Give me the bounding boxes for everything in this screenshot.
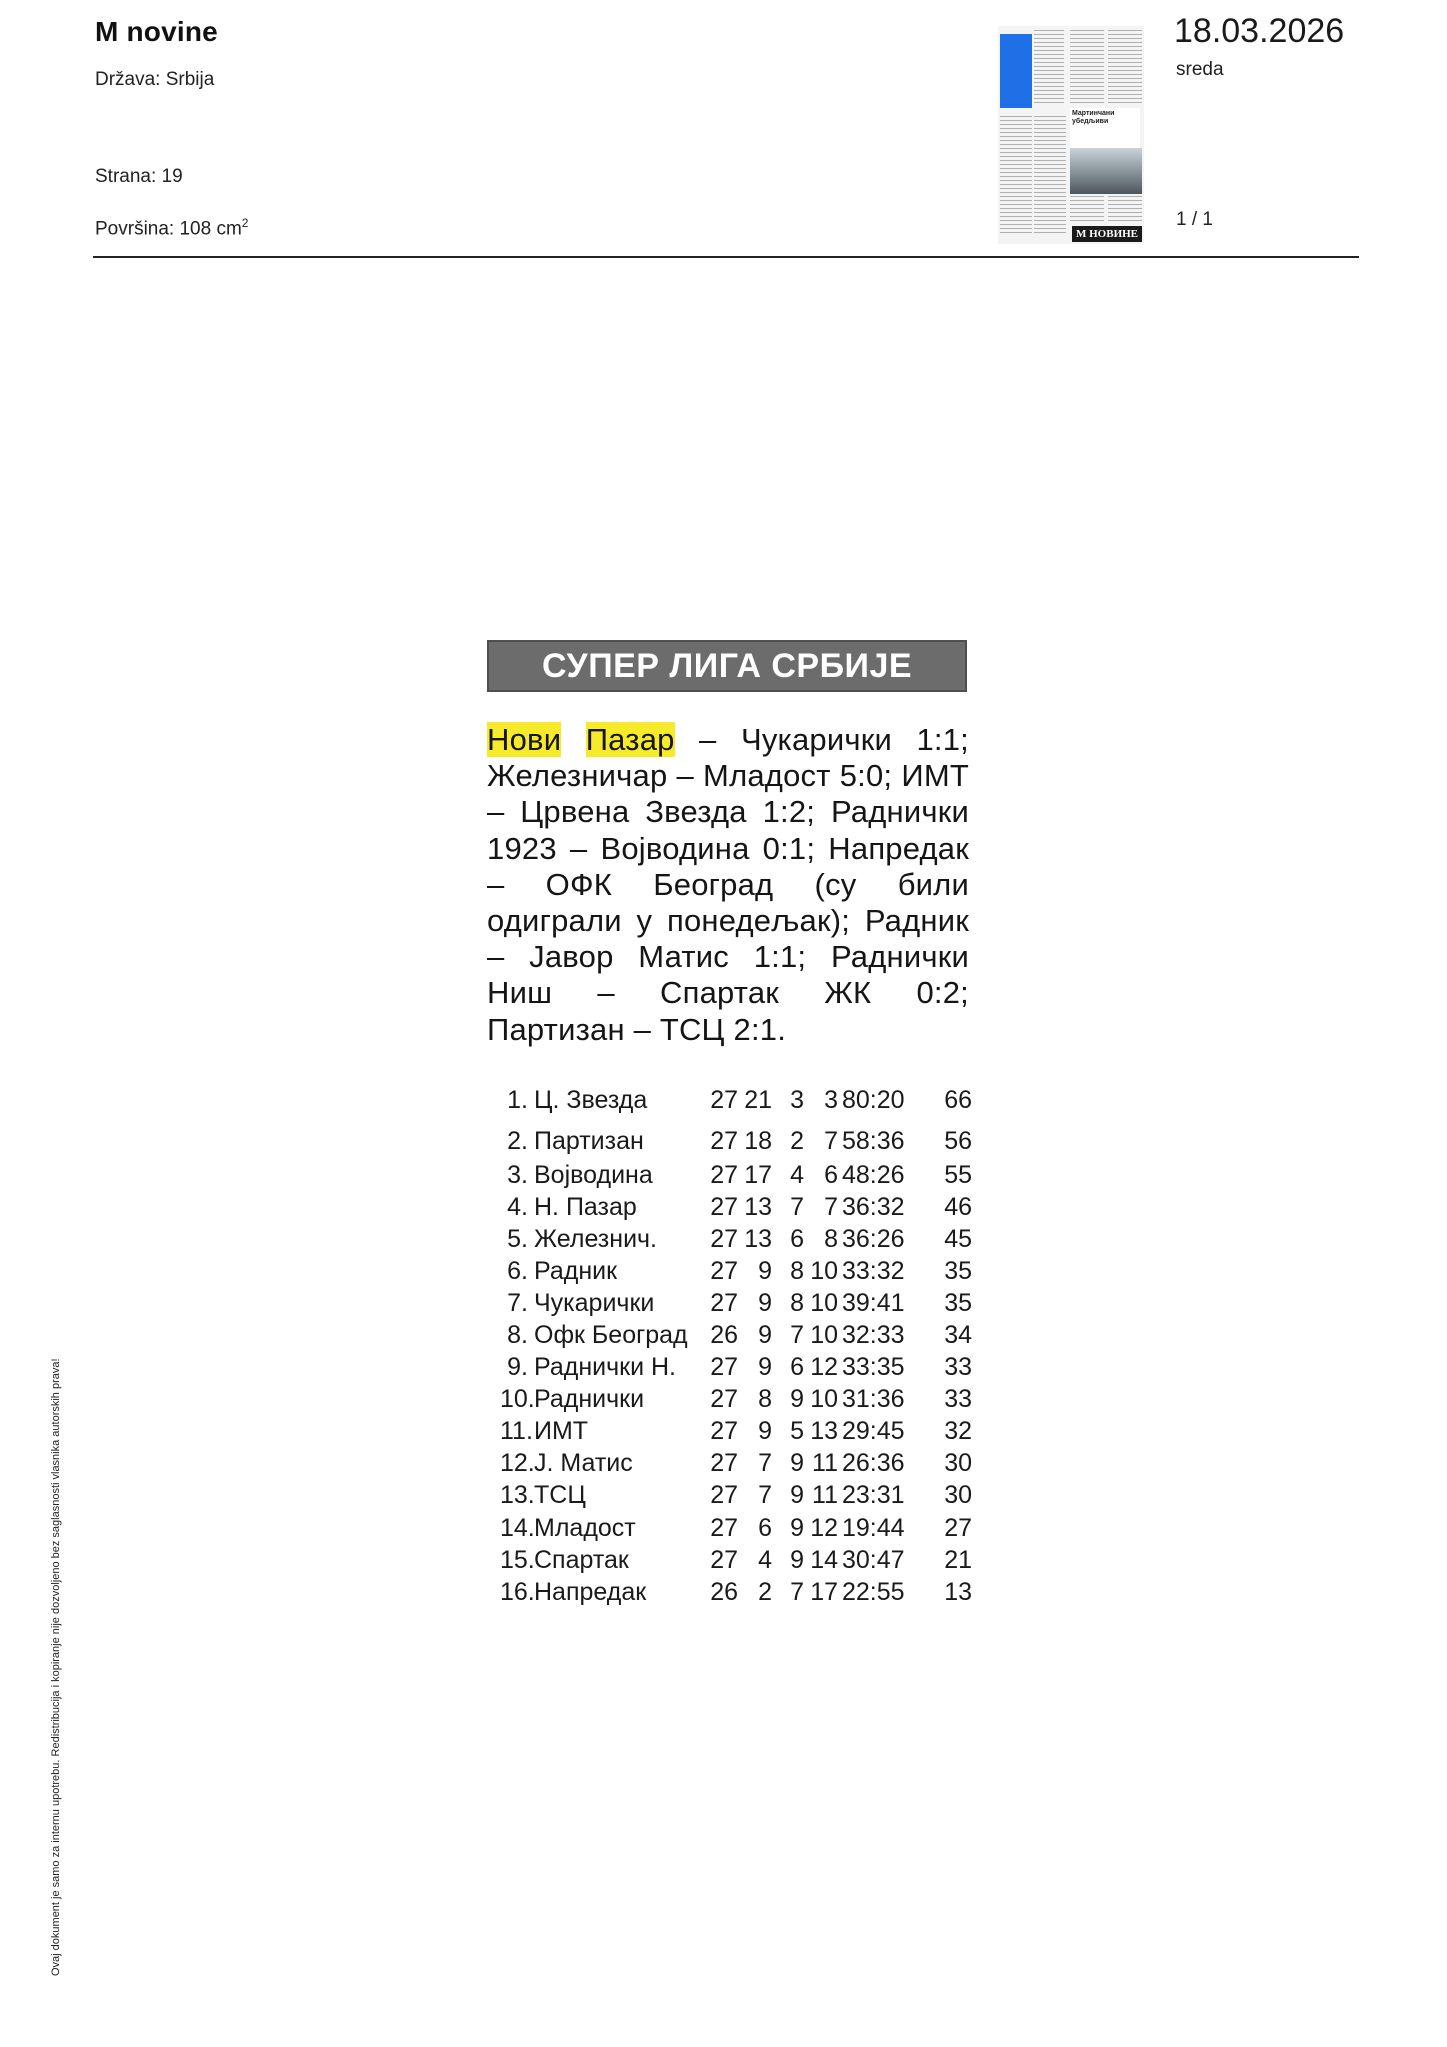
table-row (500, 1385, 980, 1415)
standings-wins: 21 (744, 1086, 772, 1114)
standings-team: Ц. Звезда (534, 1086, 648, 1114)
standings-played: 27 (710, 1127, 738, 1155)
standings-goals: 48:26 (842, 1161, 905, 1189)
standings-points: 33 (944, 1385, 972, 1413)
standings-points: 46 (944, 1193, 972, 1221)
standings-position: 10. (500, 1385, 535, 1413)
standings-team: ТСЦ (534, 1481, 586, 1509)
standings-team: Партизан (534, 1127, 644, 1155)
standings-played: 27 (710, 1385, 738, 1413)
standings-draws: 7 (790, 1578, 804, 1606)
standings-team: Н. Пазар (534, 1193, 637, 1221)
standings-draws: 9 (790, 1514, 804, 1542)
standings-position: 15. (500, 1546, 535, 1574)
standings-goals: 32:33 (842, 1321, 905, 1349)
area-label (95, 216, 248, 240)
thumbnail-column (1034, 30, 1064, 106)
standings-team: Спартак (534, 1546, 629, 1574)
standings-position: 7. (507, 1289, 528, 1317)
standings-played: 26 (710, 1321, 738, 1349)
standings-draws: 6 (790, 1353, 804, 1381)
issue-date: 18.03.2026 (1174, 12, 1345, 50)
country-label: Država: Srbija (95, 69, 215, 90)
thumbnail-photo (1070, 148, 1142, 194)
standings-draws: 4 (790, 1161, 804, 1189)
table-row (500, 1578, 980, 1608)
area-value: Površina: 108 cm (95, 218, 242, 240)
standings-wins: 7 (758, 1481, 772, 1509)
standings-position: 13. (500, 1481, 535, 1509)
thumbnail-column (1108, 196, 1142, 224)
standings-team: ИМТ (534, 1417, 589, 1445)
standings-wins: 9 (758, 1353, 772, 1381)
thumbnail-logo: M НОВИНЕ (1072, 226, 1142, 242)
standings-draws: 6 (790, 1225, 804, 1253)
standings-goals: 19:44 (842, 1514, 905, 1542)
standings-losses: 11 (812, 1481, 838, 1509)
standings-draws: 8 (790, 1257, 804, 1285)
thumbnail-column (1108, 30, 1142, 106)
standings-draws: 7 (790, 1321, 804, 1349)
standings-goals: 80:20 (842, 1086, 905, 1114)
thumbnail-ad-block (1000, 34, 1032, 108)
standings-goals: 22:55 (842, 1578, 905, 1606)
standings-team: Ј. Матис (534, 1449, 633, 1477)
standings-losses: 17 (810, 1578, 838, 1606)
highlighted-term: Нови (487, 722, 562, 757)
standings-team: Напредак (534, 1578, 647, 1606)
standings-losses: 14 (810, 1546, 838, 1574)
standings-team: Раднички (534, 1385, 645, 1413)
table-row (500, 1289, 980, 1319)
standings-wins: 13 (744, 1193, 772, 1221)
standings-wins: 13 (744, 1225, 772, 1253)
standings-goals: 26:36 (842, 1449, 905, 1477)
standings-team: Офк Београд (534, 1321, 688, 1349)
standings-wins: 9 (758, 1289, 772, 1317)
standings-goals: 36:26 (842, 1225, 905, 1253)
standings-losses: 10 (810, 1321, 838, 1349)
results-text: – Чукарички 1:1; Железничар – Младост 5:0; ИМТ – Црвена Звезда 1:2; Раднички 1923 – Војводина 0:1; Напредак – ОФК Београд (су били одиграли у понедељак); Радник – Јавор Матис 1:1; Раднички Ниш – Спартак ЖК 0:2; Партизан – ТСЦ 2:1. (487, 722, 969, 1047)
standings-position: 9. (507, 1353, 528, 1381)
standings-played: 27 (710, 1546, 738, 1574)
standings-position: 2. (507, 1127, 528, 1155)
standings-team: Раднички Н. (534, 1353, 676, 1381)
page-count: 1 / 1 (1176, 209, 1213, 230)
table-row (500, 1514, 980, 1544)
table-row (500, 1417, 980, 1447)
standings-draws: 8 (790, 1289, 804, 1317)
issue-weekday: sreda (1176, 59, 1224, 80)
standings-losses: 7 (824, 1193, 838, 1221)
standings-position: 8. (507, 1321, 528, 1349)
standings-goals: 39:41 (842, 1289, 905, 1317)
page-number-label: Strana: 19 (95, 166, 183, 187)
thumbnail-headline: Мартинчани убедљиви (1070, 108, 1140, 148)
standings-goals: 36:32 (842, 1193, 905, 1221)
standings-points: 56 (944, 1127, 972, 1155)
standings-losses: 12 (810, 1353, 838, 1381)
standings-played: 27 (710, 1225, 738, 1253)
table-row (500, 1086, 980, 1116)
standings-position: 14. (500, 1514, 535, 1542)
table-row (500, 1481, 980, 1511)
standings-losses: 11 (812, 1449, 838, 1477)
table-row (500, 1353, 980, 1383)
thumbnail-column (1070, 30, 1104, 106)
standings-team: Радник (534, 1257, 618, 1285)
standings-points: 35 (944, 1257, 972, 1285)
header-divider (93, 256, 1359, 258)
highlighted-term: Пазар (585, 722, 675, 757)
standings-points: 34 (944, 1321, 972, 1349)
table-row (500, 1546, 980, 1576)
standings-played: 27 (710, 1353, 738, 1381)
standings-goals: 33:35 (842, 1353, 905, 1381)
standings-draws: 9 (790, 1481, 804, 1509)
standings-points: 66 (944, 1086, 972, 1114)
standings-played: 27 (710, 1257, 738, 1285)
standings-draws: 9 (790, 1546, 804, 1574)
standings-draws: 7 (790, 1193, 804, 1221)
standings-position: 4. (507, 1193, 528, 1221)
standings-goals: 30:47 (842, 1546, 905, 1574)
standings-position: 3. (507, 1161, 528, 1189)
table-row (500, 1321, 980, 1351)
standings-points: 27 (944, 1514, 972, 1542)
standings-draws: 3 (790, 1086, 804, 1114)
standings-wins: 17 (744, 1161, 772, 1189)
standings-wins: 4 (758, 1546, 772, 1574)
article-clipping (480, 624, 980, 1624)
standings-position: 16. (500, 1578, 535, 1606)
standings-wins: 7 (758, 1449, 772, 1477)
standings-played: 27 (710, 1193, 738, 1221)
standings-position: 6. (507, 1257, 528, 1285)
standings-points: 13 (944, 1578, 972, 1606)
standings-team: Чукарички (534, 1289, 655, 1317)
standings-position: 12. (500, 1449, 535, 1477)
standings-goals: 31:36 (842, 1385, 905, 1413)
standings-wins: 8 (758, 1385, 772, 1413)
standings-played: 27 (710, 1514, 738, 1542)
standings-losses: 10 (810, 1385, 838, 1413)
standings-wins: 9 (758, 1417, 772, 1445)
standings-played: 27 (710, 1449, 738, 1477)
standings-wins: 6 (758, 1514, 772, 1542)
table-row (500, 1449, 980, 1479)
standings-wins: 9 (758, 1257, 772, 1285)
standings-losses: 10 (810, 1257, 838, 1285)
standings-losses: 12 (810, 1514, 838, 1542)
standings-draws: 9 (790, 1385, 804, 1413)
thumbnail-column (1000, 116, 1032, 234)
table-row (500, 1225, 980, 1255)
standings-played: 26 (710, 1578, 738, 1606)
standings-points: 35 (944, 1289, 972, 1317)
standings-goals: 58:36 (842, 1127, 905, 1155)
area-unit-exponent: 2 (241, 216, 249, 230)
clipping-title: СУПЕР ЛИГА СРБИЈЕ (487, 640, 967, 692)
standings-goals: 29:45 (842, 1417, 905, 1445)
standings-points: 30 (944, 1449, 972, 1477)
standings-points: 32 (944, 1417, 972, 1445)
copyright-notice: Ovaj dokument je samo za internu upotrebu. Redistribucija i kopiranje nije dozvoljeno bez saglasnosti vlasnika autorskih prava! (50, 1358, 62, 1976)
standings-played: 27 (710, 1481, 738, 1509)
standings-wins: 9 (758, 1321, 772, 1349)
thumbnail-column (1034, 116, 1066, 234)
standings-played: 27 (710, 1289, 738, 1317)
standings-position: 11. (500, 1417, 533, 1445)
standings-goals: 23:31 (842, 1481, 905, 1509)
standings-points: 55 (944, 1161, 972, 1189)
standings-played: 27 (710, 1086, 738, 1114)
standings-points: 33 (944, 1353, 972, 1381)
results-paragraph (487, 722, 969, 1048)
table-row (500, 1257, 980, 1287)
page-thumbnail[interactable] (998, 26, 1144, 244)
standings-team: Железнич. (534, 1225, 657, 1253)
standings-losses: 7 (824, 1127, 838, 1155)
standings-played: 27 (710, 1417, 738, 1445)
standings-points: 30 (944, 1481, 972, 1509)
table-row (500, 1127, 980, 1157)
standings-draws: 2 (790, 1127, 804, 1155)
standings-position: 1. (507, 1086, 528, 1114)
standings-points: 45 (944, 1225, 972, 1253)
standings-losses: 8 (824, 1225, 838, 1253)
standings-losses: 6 (824, 1161, 838, 1189)
standings-wins: 2 (758, 1578, 772, 1606)
thumbnail-column (1070, 196, 1104, 224)
standings-position: 5. (507, 1225, 528, 1253)
standings-losses: 3 (824, 1086, 838, 1114)
standings-played: 27 (710, 1161, 738, 1189)
standings-draws: 9 (790, 1449, 804, 1477)
standings-losses: 10 (810, 1289, 838, 1317)
standings-team: Војводина (534, 1161, 653, 1189)
standings-losses: 13 (810, 1417, 838, 1445)
standings-team: Младост (534, 1514, 636, 1542)
standings-points: 21 (944, 1546, 972, 1574)
table-row (500, 1161, 980, 1191)
standings-wins: 18 (744, 1127, 772, 1155)
standings-draws: 5 (790, 1417, 804, 1445)
table-row (500, 1193, 980, 1223)
publication-name: M novine (95, 16, 218, 47)
standings-goals: 33:32 (842, 1257, 905, 1285)
